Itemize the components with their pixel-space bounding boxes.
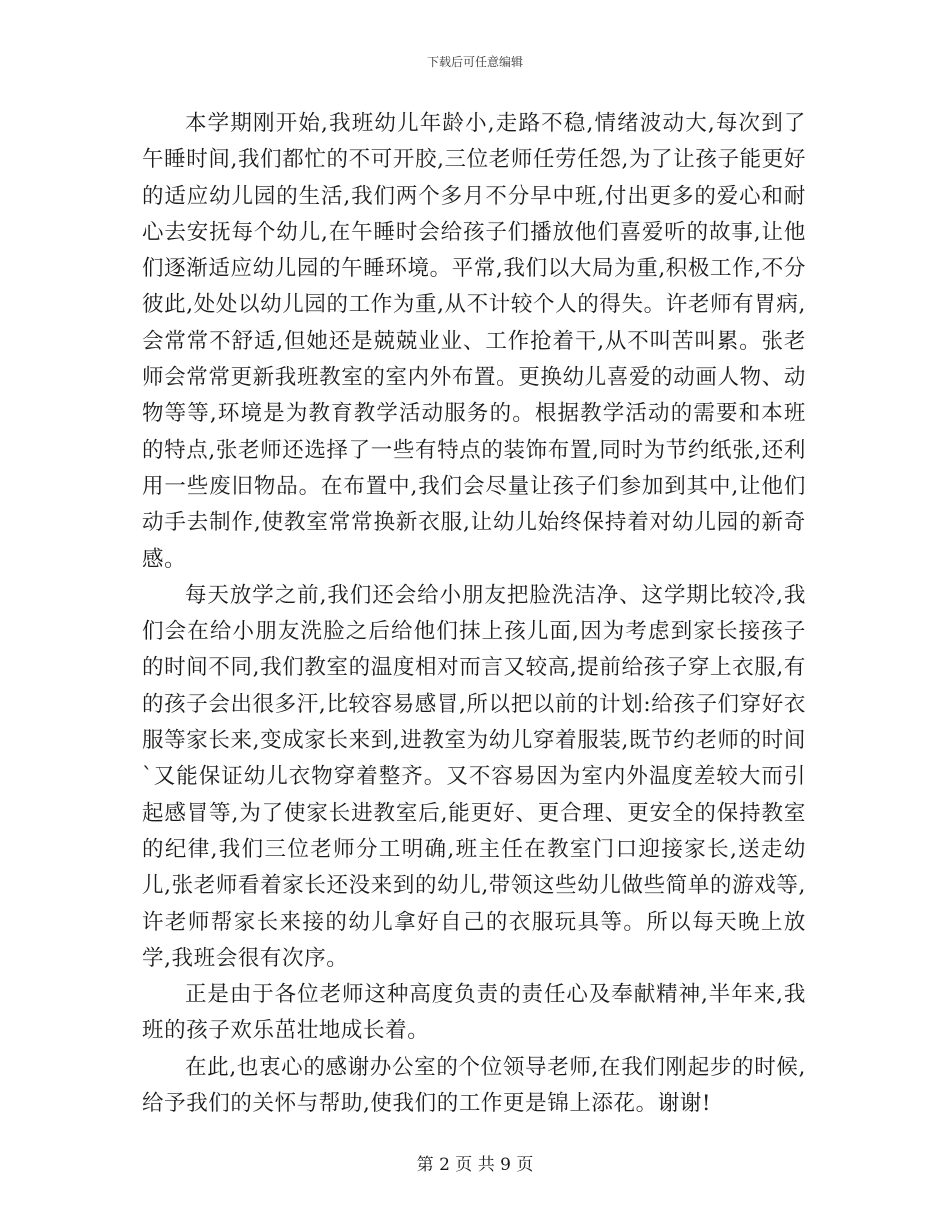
paragraph: 本学期刚开始,我班幼儿年龄小,走路不稳,情绪波动大,每次到了午睡时间,我们都忙的不可开胶,三位老师任劳任怨,为了让孩子能更好的适应幼儿园的生活,我们两个多月不分早中班,付出更多的爱心和耐心去安抚每个幼儿,在午睡时会给孩子们播放他们喜爱听的故事,让他们逐渐适应幼儿园的午睡环境。平常,我们以大局为重,积极工作,不分彼此,处处以幼儿园的工作为重,从不计较个人的得失。许老师有胃病,会常常不舒适,但她还是兢兢业业、工作抢着干,从不叫苦叫累。张老师会常常更新我班教室的室内外布置。更换幼儿喜爱的动画人物、动物等等,环境是为教育教学活动服务的。根据教学活动的需要和本班的特点,张老师还选择了一些有特点的装饰布置,同时为节约纸张,还利用一些废旧物品。在布置中,我们会尽量让孩子们参加到其中,让他们动手去制作,使教室常常换新衣服,让幼儿始终保持着对幼儿园的新奇感。 xyxy=(142,111,806,572)
paragraph: 每天放学之前,我们还会给小朋友把脸洗洁净、这学期比较冷,我们会在给小朋友洗脸之后给他们抹上孩儿面,因为考虑到家长接孩子的时间不同,我们教室的温度相对而言又较高,提前给孩子穿上衣服,有的孩子会出很多汗,比较容易感冒,所以把以前的计划:给孩子们穿好衣服等家长来,变成家长来到,进教室为幼儿穿着服装,既节约老师的时间`又能保证幼儿衣物穿着整齐。又不容易因为室内外温度差较大而引起感冒等,为了使家长进教室后,能更好、更合理、更安全的保持教室的纪律,我们三位老师分工明确,班主任在教室门口迎接家长,送走幼儿,张老师看着家长还没来到的幼儿,带领这些幼儿做些简单的游戏等,许老师帮家长来接的幼儿拿好自己的衣服玩具等。所以每天晚上放学,我班会很有次序。 xyxy=(142,582,806,971)
page-header: 下载后可任意编辑 xyxy=(426,55,523,69)
paragraph: 在此,也衷心的感谢办公室的个位领导老师,在我们刚起步的时候,给予我们的关怀与帮助,使我们的工作更是锦上添花。谢谢! xyxy=(142,1054,806,1117)
paragraph: 正是由于各位老师这种高度负责的责任心及奉献精神,半年来,我班的孩子欢乐茁壮地成长着。 xyxy=(142,982,806,1044)
page-number-footer: 第 2 页 共 9 页 xyxy=(416,1155,534,1175)
document-body xyxy=(142,106,806,1122)
